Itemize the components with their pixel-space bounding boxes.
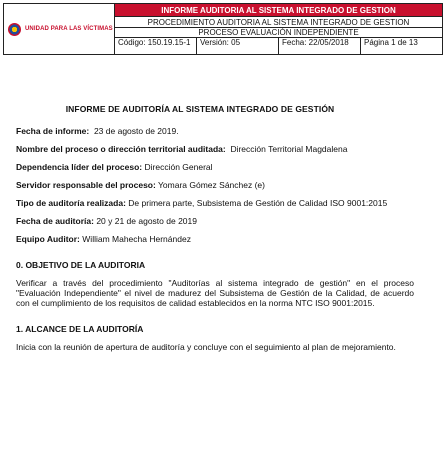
document-header — [3, 3, 443, 55]
field-label: Dependencia líder del proceso: — [16, 162, 143, 172]
document-code: Código: 150.19.15-1 — [115, 38, 197, 55]
field-lead-dependency — [16, 162, 436, 172]
section-heading-objective: 0. OBJETIVO DE LA AUDITORIA — [16, 260, 146, 270]
field-value: Dirección General — [144, 162, 213, 172]
field-value: William Mahecha Hernández — [82, 234, 191, 244]
field-label: Equipo Auditor: — [16, 234, 80, 244]
logo — [4, 23, 114, 36]
field-value: 20 y 21 de agosto de 2019 — [96, 216, 197, 226]
logo-text: UNIDAD PARA LAS VÍCTIMAS — [25, 25, 113, 32]
section-text-objective: Verificar a través del procedimiento "Auditorías al sistema integrado de gestión" en el proceso "Evaluación Independiente" el nivel de madurez del Subsistema de Gestión de la Calidad, de acuerdo con el cumplimiento de los requisitos de calidad establecidos en la norma NTC ISO 9001:2015. — [16, 278, 414, 308]
field-audit-team — [16, 234, 436, 244]
field-value: Yomara Gómez Sánchez (e) — [158, 180, 265, 190]
section-text-scope: Inicia con la reunión de apertura de auditoría y concluye con el seguimiento al plan de mejoramiento. — [16, 342, 396, 352]
field-label: Fecha de auditoría: — [16, 216, 94, 226]
process-name: PROCESO EVALUACIÓN INDEPENDIENTE — [115, 28, 443, 38]
field-label: Nombre del proceso o dirección territorial auditada: — [16, 144, 226, 154]
document-date: Fecha: 22/05/2018 — [279, 38, 361, 55]
document-title: INFORME DE AUDITORÍA AL SISTEMA INTEGRADO DE GESTIÓN — [65, 104, 335, 114]
header-title: INFORME AUDITORIA AL SISTEMA INTEGRADO DE GESTION — [115, 4, 443, 17]
field-value: De primera parte, Subsistema de Gestión de Calidad ISO 9001:2015 — [128, 198, 388, 208]
logo-cell — [4, 4, 115, 55]
field-process-name — [16, 144, 436, 154]
document-version: Versión: 05 — [197, 38, 279, 55]
field-label: Servidor responsable del proceso: — [16, 180, 156, 190]
field-label: Tipo de auditoría realizada: — [16, 198, 126, 208]
procedure-name: PROCEDIMIENTO AUDITORIA AL SISTEMA INTEGRADO DE GESTION — [115, 17, 443, 28]
document-body — [16, 126, 436, 360]
field-value: Dirección Territorial Magdalena — [230, 144, 348, 154]
field-report-date — [16, 126, 436, 136]
emblem-icon — [8, 23, 21, 36]
page-number: Página 1 de 13 — [361, 38, 443, 55]
field-label: Fecha de informe: — [16, 126, 90, 136]
section-heading-scope: 1. ALCANCE DE LA AUDITORÍA — [16, 324, 144, 334]
field-responsible-server — [16, 180, 436, 190]
field-audit-date — [16, 216, 436, 226]
field-audit-type — [16, 198, 406, 208]
field-value: 23 de agosto de 2019. — [93, 126, 179, 136]
